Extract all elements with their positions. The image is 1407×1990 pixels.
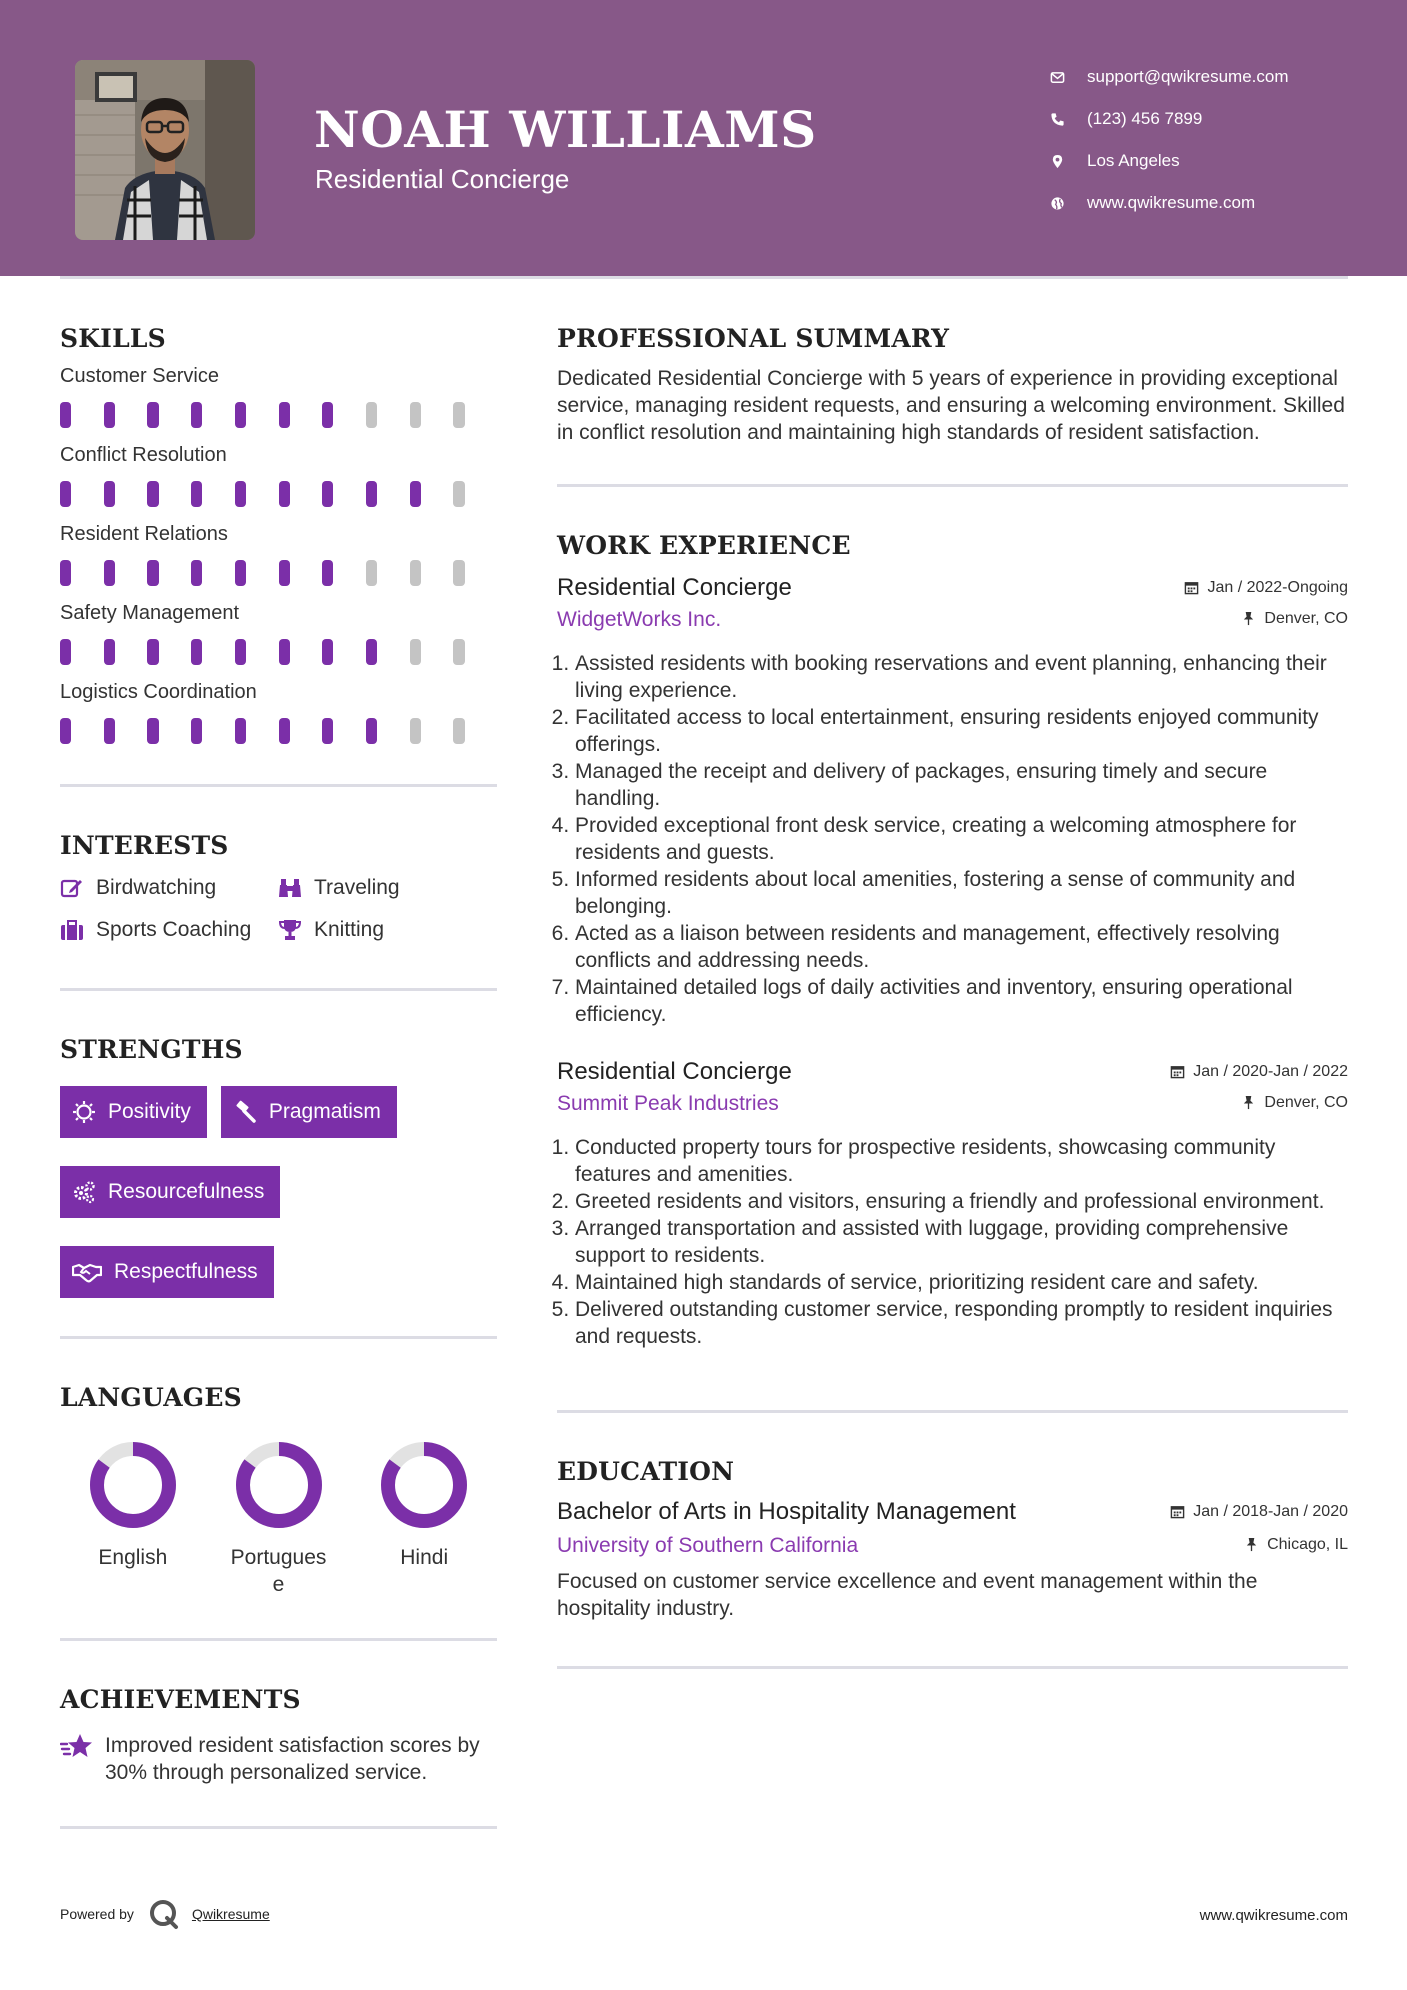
interests-heading: INTERESTS [60,831,229,860]
summary-heading: PROFESSIONAL SUMMARY [557,324,950,353]
education-dates [1170,1503,1348,1521]
footer-branding [60,1898,270,1930]
strengths-list [60,1086,497,1298]
skill-dot-filled [322,560,333,586]
skill-dot-empty [366,402,377,428]
candidate-name: NOAH WILLIAMS [314,100,817,159]
contact-website-text[interactable]: www.qwikresume.com [1087,193,1256,212]
education-header [557,1498,1348,1526]
job-duties [557,650,1348,1028]
skill-dot-empty [410,639,421,665]
interest-label: Sports Coaching [96,918,252,941]
interest-item [60,876,278,900]
skill-item [60,365,497,428]
skill-dot-filled [366,718,377,744]
calendar-icon [1170,1064,1185,1079]
skill-item [60,523,497,586]
section-divider [60,784,497,787]
skill-dot-filled [147,402,158,428]
skill-dot-filled [147,639,158,665]
job-role: Residential Concierge [557,574,792,601]
contact-website[interactable] [1050,182,1289,224]
skill-dot-filled [191,639,202,665]
skill-dot-empty [410,402,421,428]
language-donut-chart [88,1440,178,1530]
job-dates-text: Jan / 2020-Jan / 2022 [1193,1062,1348,1080]
gears-icon [72,1180,96,1204]
skill-name: Conflict Resolution [60,444,227,466]
skill-dot-filled [60,639,71,665]
contact-location [1050,140,1289,182]
gavel-icon [233,1100,257,1124]
job-header [557,1058,1348,1086]
interest-item [278,876,478,900]
contact-phone[interactable] [1050,98,1289,140]
job-entry [557,1058,1348,1350]
skill-dot-filled [60,481,71,507]
footer-url[interactable]: www.qwikresume.com [1199,1907,1348,1924]
skill-item [60,444,497,507]
interest-item [60,918,278,942]
duty-item: 4. Provided exceptional front desk service, creating a welcoming atmosphere for residents and guests. [575,812,1348,866]
skill-name: Logistics Coordination [60,681,257,703]
skill-dot-filled [279,718,290,744]
skills-heading: SKILLS [60,324,166,353]
job-header [557,574,1348,602]
education-degree: Bachelor of Arts in Hospitality Management [557,1498,1016,1525]
skill-dot-empty [366,560,377,586]
skill-rating [60,560,497,586]
skill-dot-filled [322,718,333,744]
strength-label: Positivity [108,1100,191,1123]
skill-dot-filled [410,481,421,507]
skill-rating [60,639,497,665]
skill-dot-filled [60,718,71,744]
education-dates-text: Jan / 2018-Jan / 2020 [1193,1502,1348,1520]
star-icon [60,1732,94,1760]
section-divider [557,1410,1348,1413]
strength-label: Resourcefulness [108,1180,265,1203]
job-duties [557,1134,1348,1350]
interest-label: Birdwatching [96,876,217,899]
skill-dot-filled [279,639,290,665]
contact-list [1050,56,1289,224]
achievement-item [60,1732,497,1786]
duty-item: 3. Managed the receipt and delivery of packages, ensuring timely and secure handling. [575,758,1348,812]
skill-dot-filled [147,481,158,507]
education-heading: EDUCATION [557,1457,735,1486]
language-donut-chart [234,1440,324,1530]
pushpin-icon [1241,1095,1256,1110]
education-location [1244,1536,1348,1554]
skills-list [60,365,497,744]
right-column [557,276,1348,1669]
qwikresume-link[interactable]: Qwikresume [191,1906,270,1922]
job-subheader [557,608,1348,632]
skill-dot-filled [104,402,115,428]
job-subheader [557,1092,1348,1116]
job-entry [557,574,1348,1028]
interests-list [60,876,497,942]
globe-icon [1050,196,1087,211]
skill-dot-empty [410,718,421,744]
education-school: University of Southern California [557,1534,859,1557]
strength-chip [60,1086,207,1138]
job-role: Residential Concierge [557,1058,792,1085]
language-item [351,1440,497,1598]
strength-chip [221,1086,397,1138]
skill-dot-filled [60,560,71,586]
skill-dot-empty [453,560,464,586]
skill-name: Resident Relations [60,523,228,545]
envelope-icon [1050,70,1087,85]
skill-dot-filled [191,402,202,428]
profile-photo [75,60,255,240]
education-entry [557,1498,1348,1622]
map-pin-icon [1050,154,1087,169]
calendar-icon [1184,580,1199,595]
experience-heading: WORK EXPERIENCE [557,531,851,560]
skill-dot-filled [191,481,202,507]
skill-dot-filled [191,718,202,744]
language-label: Portugues e [230,1546,327,1596]
skill-dot-filled [366,481,377,507]
strengths-heading: STRENGTHS [60,1035,243,1064]
job-dates-text: Jan / 2022-Ongoing [1207,578,1348,596]
language-label: Hindi [400,1546,449,1569]
edit-icon [60,877,84,899]
qwikresume-logo-icon [148,1898,180,1930]
skill-dot-empty [410,560,421,586]
job-dates [1184,579,1348,597]
duty-item: 1. Conducted property tours for prospective residents, showcasing community features and amenities. [575,1134,1348,1188]
job-location-text: Denver, CO [1264,609,1348,627]
powered-by-text: Powered by [60,1906,134,1922]
skill-item [60,681,497,744]
skill-dot-filled [279,481,290,507]
duty-item: 4. Maintained high standards of service, prioritizing resident care and safety. [575,1269,1348,1296]
skill-dot-filled [322,481,333,507]
language-label: English [98,1546,168,1569]
duty-item: 3. Arranged transportation and assisted with luggage, providing comprehensive support to residents. [575,1215,1348,1269]
skill-dot-filled [147,560,158,586]
duty-item: 2. Facilitated access to local entertainment, ensuring residents enjoyed community offerings. [575,704,1348,758]
job-location [1241,1094,1348,1112]
skill-dot-filled [191,560,202,586]
interest-label: Knitting [314,918,385,941]
job-company: Summit Peak Industries [557,1092,779,1115]
calendar-icon [1170,1504,1185,1519]
skill-dot-filled [279,560,290,586]
strength-chip [60,1166,280,1218]
skill-rating [60,402,497,428]
section-divider [60,988,497,991]
resume-header [0,0,1407,276]
skill-dot-filled [322,639,333,665]
briefcase-icon [60,919,84,941]
section-divider [557,484,1348,487]
section-divider [60,1638,497,1641]
skill-dot-filled [104,639,115,665]
skill-rating [60,481,497,507]
skill-dot-filled [147,718,158,744]
profile-photo-image [75,60,255,240]
contact-location-text: Los Angeles [1087,151,1180,170]
skill-dot-filled [235,560,246,586]
strength-chip [60,1246,274,1298]
pushpin-icon [1241,611,1256,626]
skill-dot-filled [235,481,246,507]
skill-dot-empty [453,639,464,665]
section-divider [557,1666,1348,1669]
job-location-text: Denver, CO [1264,1093,1348,1111]
education-description: Focused on customer service excellence and event management within the hospitality industry. [557,1570,1258,1620]
strength-label: Pragmatism [268,1100,381,1123]
duty-item: 5. Informed residents about local amenities, fostering a sense of community and belonging. [575,866,1348,920]
skill-dot-filled [104,718,115,744]
achievement-text: Improved resident satisfaction scores by 30% through personalized service. [105,1734,480,1784]
education-subheader [557,1534,1348,1558]
skill-dot-filled [60,402,71,428]
left-column [60,276,497,1829]
job-dates [1170,1063,1348,1081]
candidate-title: Residential Concierge [315,164,570,194]
section-divider [60,1826,497,1829]
achievements-heading: ACHIEVEMENTS [60,1685,301,1714]
language-donut-chart [379,1440,469,1530]
job-location [1241,610,1348,628]
binoculars-icon [278,877,302,899]
skill-dot-empty [453,718,464,744]
skill-dot-filled [235,718,246,744]
duty-item: 5. Delivered outstanding customer service, responding promptly to resident inquiries and requests. [575,1296,1348,1350]
duty-item: 7. Maintained detailed logs of daily activities and inventory, ensuring operational efficiency. [575,974,1348,1028]
education-location-text: Chicago, IL [1267,1535,1348,1553]
trophy-icon [278,919,302,941]
skill-dot-filled [235,639,246,665]
job-company: WidgetWorks Inc. [557,608,722,631]
interest-label: Traveling [314,876,400,899]
interest-item [278,918,478,942]
duty-item: 1. Assisted residents with booking reservations and event planning, enhancing their living experience. [575,650,1348,704]
handshake-icon [72,1260,102,1284]
skill-dot-filled [104,560,115,586]
sun-icon [72,1100,96,1124]
contact-email-text[interactable]: support@qwikresume.com [1087,67,1289,86]
languages-heading: LANGUAGES [60,1383,242,1412]
skill-name: Safety Management [60,602,239,624]
skill-dot-empty [453,402,464,428]
language-item [206,1440,352,1598]
skill-dot-filled [322,402,333,428]
skill-item [60,602,497,665]
skill-dot-filled [104,481,115,507]
pushpin-icon [1244,1537,1259,1552]
skill-dot-filled [279,402,290,428]
language-item [60,1440,206,1598]
skill-rating [60,718,497,744]
summary-text: Dedicated Residential Concierge with 5 years of experience in providing exceptional service, managing resident requests, and ensuring a welcoming environment. Skilled in conflict resolution and maintaining high standards of resident satisfaction. [557,367,1345,444]
skill-dot-filled [235,402,246,428]
strength-label: Respectfulness [114,1260,258,1283]
languages-list [60,1440,497,1598]
duty-item: 6. Acted as a liaison between residents and management, effectively resolving conflicts and addressing needs. [575,920,1348,974]
skill-dot-empty [453,481,464,507]
phone-icon [1050,112,1087,127]
duty-item: 2. Greeted residents and visitors, ensuring a friendly and professional environment. [575,1188,1348,1215]
contact-email[interactable] [1050,56,1289,98]
skill-name: Customer Service [60,365,219,387]
skill-dot-filled [366,639,377,665]
section-divider [60,1336,497,1339]
contact-phone-text[interactable]: (123) 456 7899 [1087,109,1203,128]
